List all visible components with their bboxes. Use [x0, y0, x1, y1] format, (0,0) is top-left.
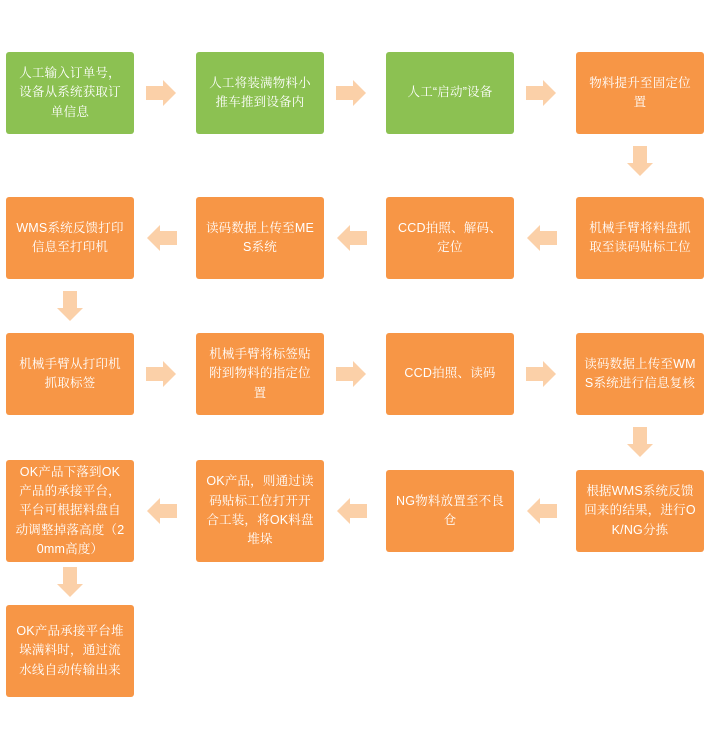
arrow-shaft	[526, 367, 544, 381]
arrow-head	[147, 225, 160, 251]
flow-node[interactable]	[6, 52, 134, 134]
flow-node[interactable]	[386, 333, 514, 415]
arrow-shaft	[526, 86, 544, 100]
flow-node-label: CCD拍照、读码	[404, 366, 496, 381]
flow-node[interactable]	[576, 470, 704, 552]
arrow-shaft	[633, 146, 647, 164]
arrow-head	[543, 361, 556, 387]
arrow-shaft	[146, 86, 164, 100]
arrow-head	[163, 80, 176, 106]
arrow-head	[57, 584, 83, 597]
flow-node-label: 读码数据上传至WMS系统进行信息复核	[584, 356, 696, 390]
arrow-left-icon	[336, 498, 367, 524]
arrow-head	[337, 498, 350, 524]
flow-node-label: 读码数据上传至MES系统	[205, 220, 315, 254]
arrow-right-icon	[336, 361, 367, 387]
arrow-left-icon	[146, 225, 177, 251]
flow-node-label: 机械手臂将标签贴附到物料的指定位置	[209, 346, 311, 400]
flow-node[interactable]	[6, 460, 134, 562]
flow-node-label: 机械手臂将料盘抓取至读码贴标工位	[589, 220, 691, 254]
flow-node[interactable]	[196, 52, 324, 134]
arrow-down-icon	[57, 291, 83, 322]
arrow-shaft	[336, 86, 354, 100]
arrow-right-icon	[336, 80, 367, 106]
arrow-left-icon	[526, 225, 557, 251]
flow-node[interactable]	[576, 197, 704, 279]
flow-node-label: CCD拍照、解码、定位	[398, 220, 502, 254]
arrow-down-icon	[627, 427, 653, 458]
arrow-head	[57, 308, 83, 321]
flow-node-label: 物料提升至固定位置	[589, 75, 691, 109]
arrow-shaft	[633, 427, 647, 445]
arrow-left-icon	[336, 225, 367, 251]
arrow-shaft	[146, 367, 164, 381]
arrow-head	[527, 225, 540, 251]
flow-node-label: OK产品下落到OK产品的承接平台，平台可根据料盘自动调整掉落高度（20mm高度）	[15, 464, 125, 557]
flow-node-label: OK产品，则通过读码贴标工位打开开合工装，将OK料盘堆垛	[206, 474, 314, 547]
flow-node-label: 人工输入订单号，设备从系统获取订单信息	[19, 65, 121, 119]
flow-node[interactable]	[576, 52, 704, 134]
arrow-left-icon	[526, 498, 557, 524]
arrow-shaft	[336, 367, 354, 381]
arrow-shaft	[159, 504, 177, 518]
flow-node[interactable]	[386, 470, 514, 552]
arrow-left-icon	[146, 498, 177, 524]
flow-node[interactable]	[386, 197, 514, 279]
arrow-right-icon	[526, 361, 557, 387]
arrow-down-icon	[627, 146, 653, 177]
arrow-head	[527, 498, 540, 524]
flow-node[interactable]	[196, 197, 324, 279]
flow-node[interactable]	[386, 52, 514, 134]
arrow-head	[627, 444, 653, 457]
arrow-shaft	[159, 231, 177, 245]
arrow-shaft	[349, 504, 367, 518]
flow-node[interactable]	[196, 460, 324, 562]
flow-node[interactable]	[6, 197, 134, 279]
flow-node-label: 人工“启动”设备	[407, 85, 493, 100]
arrow-head	[627, 163, 653, 176]
flow-node[interactable]	[196, 333, 324, 415]
arrow-right-icon	[146, 361, 177, 387]
arrow-head	[147, 498, 160, 524]
flow-node-label: OK产品承接平台堆垛满料时，通过流水线自动传输出来	[16, 623, 124, 677]
arrow-shaft	[63, 291, 77, 309]
flow-node-label: WMS系统反馈打印信息至打印机	[16, 220, 124, 254]
arrow-right-icon	[526, 80, 557, 106]
arrow-head	[353, 361, 366, 387]
arrow-shaft	[539, 231, 557, 245]
arrow-shaft	[63, 567, 77, 585]
arrow-down-icon	[57, 567, 83, 598]
flow-node-label: 根据WMS系统反馈回来的结果，进行OK/NG分拣	[584, 483, 696, 537]
arrow-right-icon	[146, 80, 177, 106]
arrow-head	[543, 80, 556, 106]
arrow-shaft	[349, 231, 367, 245]
flow-node-label: NG物料放置至不良仓	[395, 493, 505, 527]
flow-node[interactable]	[6, 605, 134, 697]
flow-node-label: 人工将装满物料小推车推到设备内	[209, 75, 311, 109]
flow-node-label: 机械手臂从打印机抓取标签	[19, 356, 121, 390]
arrow-head	[353, 80, 366, 106]
flow-node[interactable]	[6, 333, 134, 415]
arrow-head	[337, 225, 350, 251]
flow-node[interactable]	[576, 333, 704, 415]
arrow-shaft	[539, 504, 557, 518]
arrow-head	[163, 361, 176, 387]
